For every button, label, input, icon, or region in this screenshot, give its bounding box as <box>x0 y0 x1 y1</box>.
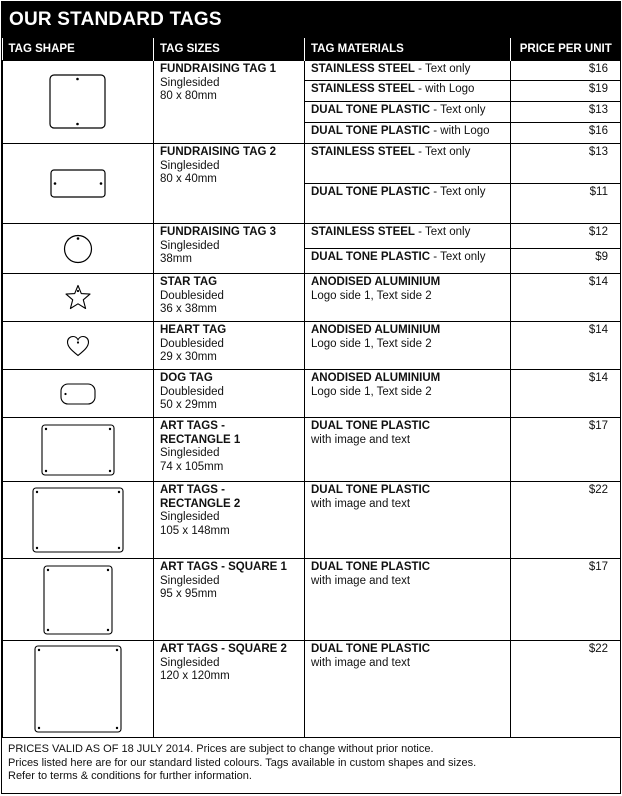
footer-notes <box>2 738 620 789</box>
shape-cell <box>3 482 154 559</box>
material-name: ANODISED ALUMINIUM <box>311 324 441 336</box>
material-cell <box>305 123 511 144</box>
price-cell: $12 <box>511 224 621 249</box>
header-price: PRICE PER UNIT <box>511 38 621 61</box>
price-cell: $9 <box>511 249 621 274</box>
tag-dims: 50 x 29mm <box>160 399 217 411</box>
table-row <box>3 641 621 738</box>
table-row <box>3 274 621 322</box>
price-cell: $22 <box>511 641 621 738</box>
material-cell <box>305 184 511 224</box>
material-option: - Text only <box>430 104 486 116</box>
tag-name: FUNDRAISING TAG 2 <box>160 146 277 158</box>
price-cell: $14 <box>511 322 621 370</box>
size-cell <box>154 418 305 482</box>
material-option: - Text only <box>414 146 471 158</box>
material-cell <box>305 81 511 102</box>
tag-dims: 105 x 148mm <box>160 524 230 537</box>
material-cell <box>305 559 511 641</box>
material-cell <box>305 418 511 482</box>
size-cell <box>154 559 305 641</box>
material-option: Logo side 1, Text side 2 <box>311 289 432 302</box>
art-rectangle-small-icon <box>40 423 116 477</box>
material-cell <box>305 61 511 81</box>
material-option: Logo side 1, Text side 2 <box>311 385 432 398</box>
tag-sides: Doublesided <box>160 289 224 302</box>
art-square-large-icon <box>33 644 123 734</box>
tag-sides: Singlesided <box>160 159 220 172</box>
price-cell: $16 <box>511 123 621 144</box>
material-name: STAINLESS STEEL <box>311 83 415 95</box>
price-cell: $16 <box>511 61 621 81</box>
price-cell: $14 <box>511 370 621 418</box>
material-option: with image and text <box>311 656 411 669</box>
shape-cell <box>3 322 154 370</box>
art-rectangle-large-icon <box>31 486 125 554</box>
table-row <box>3 418 621 482</box>
tag-sides: Doublesided <box>160 385 224 398</box>
tag-name: ART TAGS - SQUARE 1 <box>160 561 287 573</box>
shape-cell <box>3 559 154 641</box>
table-row <box>3 61 621 81</box>
footer-line: PRICES VALID AS OF 18 JULY 2014. Prices are subject to change without prior notice. <box>8 743 434 755</box>
tag-dims: 95 x 95mm <box>160 588 217 600</box>
star-tag-icon <box>63 283 93 313</box>
shape-cell <box>3 144 154 224</box>
table-row <box>3 322 621 370</box>
material-name: DUAL TONE PLASTIC <box>311 125 431 137</box>
material-option: with image and text <box>311 574 411 587</box>
shape-cell <box>3 224 154 274</box>
material-name: STAINLESS STEEL <box>311 226 415 238</box>
footer-line: Refer to terms & conditions for further information. <box>8 770 252 782</box>
shape-cell <box>3 61 154 144</box>
table-row <box>3 559 621 641</box>
tag-name: ART TAGS - RECTANGLE 2 <box>160 484 241 510</box>
rectangle-tag-icon <box>49 168 107 200</box>
table-row <box>3 144 621 184</box>
material-option: with image and text <box>311 433 411 446</box>
tag-sides: Singlesided <box>160 76 220 89</box>
price-cell: $22 <box>511 482 621 559</box>
material-cell <box>305 322 511 370</box>
square-tag-icon <box>48 72 108 132</box>
material-name: DUAL TONE PLASTIC <box>311 186 431 198</box>
material-name: DUAL TONE PLASTIC <box>311 104 431 116</box>
material-name: ANODISED ALUMINIUM <box>311 372 441 384</box>
material-cell <box>305 144 511 184</box>
shape-cell <box>3 274 154 322</box>
tag-sides: Singlesided <box>160 656 220 669</box>
price-cell: $13 <box>511 102 621 123</box>
material-cell <box>305 224 511 249</box>
material-cell <box>305 274 511 322</box>
material-option: - Text only <box>414 226 471 238</box>
price-cell: $17 <box>511 418 621 482</box>
tag-name: ART TAGS - RECTANGLE 1 <box>160 420 241 446</box>
material-option: - Text only <box>430 251 486 263</box>
table-row <box>3 370 621 418</box>
material-name: DUAL TONE PLASTIC <box>311 561 431 573</box>
header-shape: TAG SHAPE <box>3 38 154 61</box>
tag-dims: 74 x 105mm <box>160 460 224 473</box>
size-cell <box>154 144 305 224</box>
material-cell <box>305 249 511 274</box>
table-header-row <box>3 38 621 61</box>
price-sheet <box>1 1 621 794</box>
material-option: - Text only <box>430 186 486 198</box>
tag-dims: 38mm <box>160 253 192 265</box>
material-name: DUAL TONE PLASTIC <box>311 251 431 263</box>
tag-name: ART TAGS - SQUARE 2 <box>160 643 287 655</box>
tag-name: FUNDRAISING TAG 3 <box>160 226 277 238</box>
footer-line: Prices listed here are for our standard listed colours. Tags available in custom shapes and sizes. <box>8 756 477 769</box>
header-materials: TAG MATERIALS <box>305 38 511 61</box>
art-square-small-icon <box>42 564 114 636</box>
tag-sides: Singlesided <box>160 574 220 587</box>
tag-dims: 36 x 38mm <box>160 303 217 315</box>
material-option: - Text only <box>414 63 471 75</box>
round-tag-icon <box>62 233 94 265</box>
material-name: DUAL TONE PLASTIC <box>311 484 431 496</box>
tags-table <box>2 38 621 738</box>
tag-dims: 80 x 80mm <box>160 90 217 102</box>
price-cell: $19 <box>511 81 621 102</box>
dog-tag-icon <box>59 382 97 406</box>
tag-name: DOG TAG <box>160 372 213 384</box>
material-name: ANODISED ALUMINIUM <box>311 276 441 288</box>
tag-sides: Singlesided <box>160 511 220 523</box>
material-cell <box>305 102 511 123</box>
material-option: - with Logo <box>414 83 475 95</box>
shape-cell <box>3 641 154 738</box>
material-cell <box>305 482 511 559</box>
material-name: DUAL TONE PLASTIC <box>311 643 431 655</box>
price-cell: $17 <box>511 559 621 641</box>
price-cell: $11 <box>511 184 621 224</box>
size-cell <box>154 370 305 418</box>
size-cell <box>154 322 305 370</box>
size-cell <box>154 641 305 738</box>
material-option: Logo side 1, Text side 2 <box>311 337 432 350</box>
material-name: STAINLESS STEEL <box>311 146 415 158</box>
price-cell: $13 <box>511 144 621 184</box>
price-cell: $14 <box>511 274 621 322</box>
material-option: with image and text <box>311 497 411 510</box>
shape-cell <box>3 370 154 418</box>
material-name: STAINLESS STEEL <box>311 63 415 75</box>
size-cell <box>154 274 305 322</box>
size-cell <box>154 61 305 144</box>
header-sizes: TAG SIZES <box>154 38 305 61</box>
material-name: DUAL TONE PLASTIC <box>311 420 431 432</box>
tag-sides: Singlesided <box>160 239 220 252</box>
tag-dims: 29 x 30mm <box>160 351 217 363</box>
material-cell <box>305 370 511 418</box>
material-cell <box>305 641 511 738</box>
size-cell <box>154 482 305 559</box>
tag-name: STAR TAG <box>160 276 218 288</box>
page-title: OUR STANDARD TAGS <box>2 2 620 38</box>
tag-name: HEART TAG <box>160 324 227 336</box>
table-row <box>3 482 621 559</box>
tag-dims: 120 x 120mm <box>160 670 230 682</box>
heart-tag-icon <box>65 334 91 358</box>
table-row <box>3 224 621 249</box>
material-option: - with Logo <box>430 125 490 137</box>
tag-dims: 80 x 40mm <box>160 173 217 185</box>
tag-name: FUNDRAISING TAG 1 <box>160 63 277 75</box>
size-cell <box>154 224 305 274</box>
tag-sides: Doublesided <box>160 337 224 350</box>
shape-cell <box>3 418 154 482</box>
tag-sides: Singlesided <box>160 447 220 459</box>
